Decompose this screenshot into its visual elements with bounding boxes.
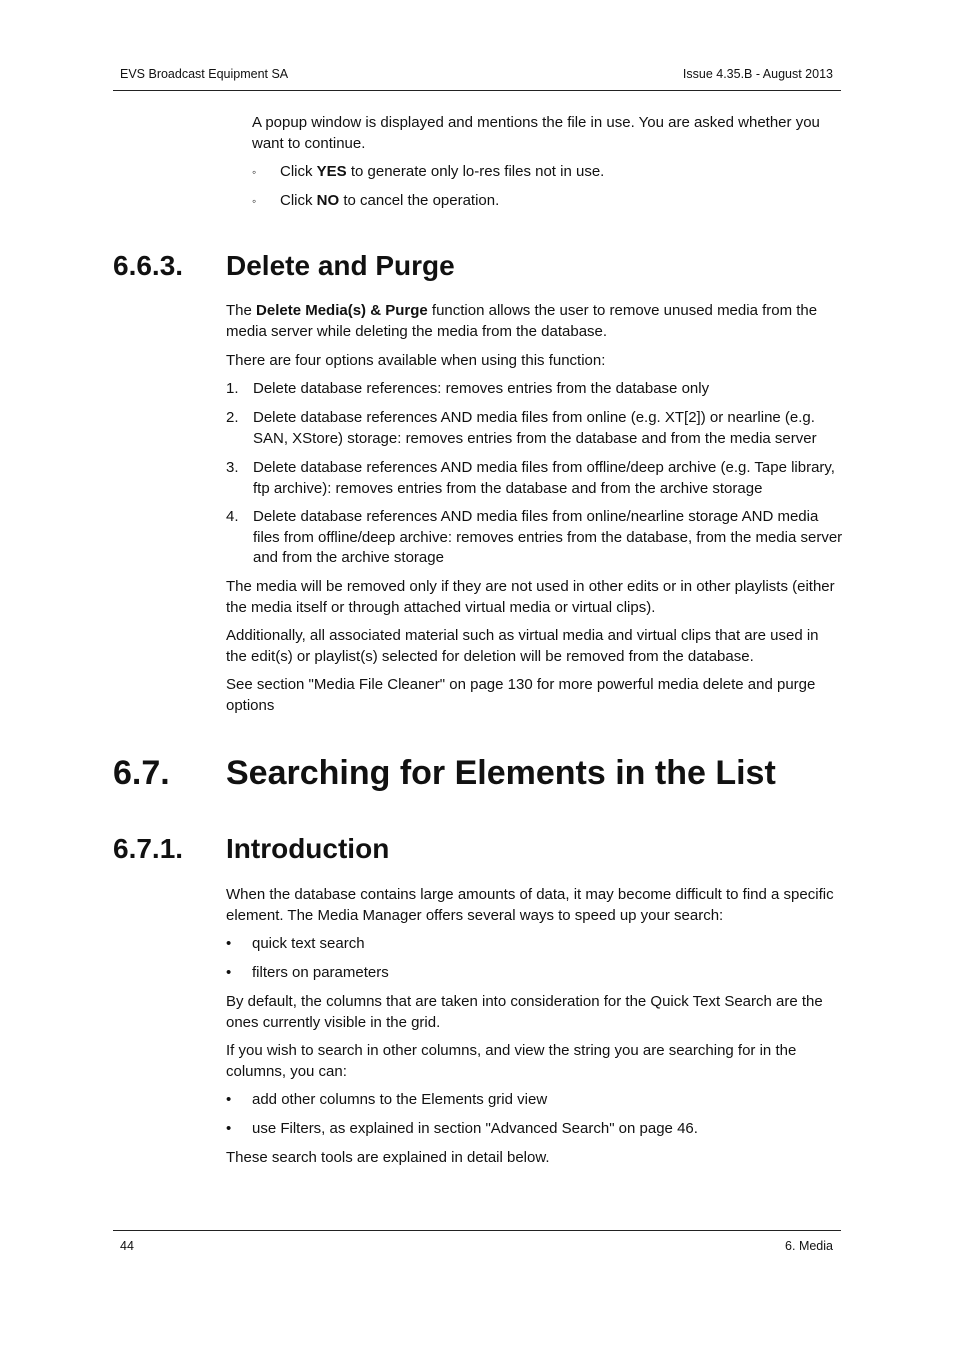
s671-p1: When the database contains large amounts of data, it may become difficult to find a specific element. The Media Manager offers several ways to speed up your search: — [226, 886, 834, 924]
bullet-mark: • — [226, 935, 232, 952]
bullet-mark: • — [226, 1091, 232, 1108]
s663-p2: There are four options available when using this function: — [226, 352, 606, 369]
bullet-mark: ◦ — [252, 165, 257, 179]
header-issue: Issue 4.35.B - August 2013 — [682, 67, 833, 81]
bullet-mark: • — [226, 1120, 232, 1137]
heading-title: Searching for Elements in the List — [226, 754, 776, 792]
heading-title: Delete and Purge — [226, 250, 455, 281]
heading-title: Introduction — [226, 833, 390, 864]
footer-rule — [113, 1230, 841, 1231]
footer-page-number: 44 — [120, 1239, 134, 1253]
no-label: NO — [316, 192, 340, 209]
document-page: EVS Broadcast Equipment SA Issue 4.35.B - August 2013 A popup window is displayed and mentions the file in use. You are asked whether you want to continue. ◦ Click YES to generate only lo-res files not in use. ◦ Click NO to cancel the operation. 6.6.3. Delete and Purge The Delete Media(s) & Purge function allows the user to remove unused media from the media server while deleting the media from the database. There are four options available when using this function: 1. Delete database references: removes entries from the database only 2. Delete database references AND media files from online (e.g. XT[2]) or nearline (e.g. SAN, XStore) storage: removes entries from the database and from the media server 3. Delete database references AND media files from offline/deep archive (e.g. Tape library, ftp archive): removes entries from the database and from the archive storage 4. Delete database references AND media files from online/nearline storage AND media files from offline/deep archive: removes entries from the database, from the media server and from the archive storage The media will be removed only if they are not used in other edits or in other playlists (either the media itself or through attached virtual media or virtual clips). Additionally, all associated material such as virtual media and virtual clips that are used in the edit(s) or playlist(s) selected for deletion will be removed from the database. See section "Media File Cleaner" on page 130 for more powerful media delete and purge options 6.7. Searching for Elements in the List 6.7.1. Introduction When the database contains large amounts of data, it may become difficult to find a specific element. The Media Manager offers several ways to speed up your search: • quick text search • filters on parameters By default, the columns that are taken into consideration for the Quick Text Search are the ones currently visible in the grid. If you wish to search in other columns, and view the string you are searching for in the columns, you can: • add other columns to the Elements grid view • use Filters, as explained in section "Advanced Search" on page 46. These search tools are explained in detail below. 44 6. Media — [0, 0, 954, 1350]
header-rule — [113, 90, 841, 91]
s663-p4: Additionally, all associated material such as virtual media and virtual clips that are used in the edit(s) or playlist(s) selected for deletion will be removed from the database. — [226, 627, 819, 665]
s671-p2: By default, the columns that are taken into consideration for the Quick Text Search are the ones currently visible in the grid. — [226, 993, 823, 1031]
popup-intro: A popup window is displayed and mentions the file in use. You are asked whether you want to continue. — [252, 114, 820, 152]
bullet-mark: ◦ — [252, 194, 257, 208]
s663-p1: The Delete Media(s) & Purge function allows the user to remove unused media from the media server while deleting the media from the database. — [226, 302, 818, 340]
heading-number: 6.6.3. — [113, 250, 184, 281]
heading-number: 6.7. — [113, 754, 170, 792]
yes-label: YES — [316, 163, 347, 180]
s663-p3: The media will be removed only if they are not used in other edits or in other playlists (either the media itself or through attached virtual media or virtual clips). — [226, 578, 835, 616]
s671-p3: If you wish to search in other columns, and view the string you are searching for in the columns, you can: — [226, 1042, 797, 1080]
s663-p5: See section "Media File Cleaner" on page 130 for more powerful media delete and purge options — [226, 676, 816, 714]
bullet-mark: • — [226, 964, 232, 981]
heading-number: 6.7.1. — [113, 833, 184, 864]
footer-chapter: 6. Media — [785, 1239, 833, 1253]
header-company: EVS Broadcast Equipment SA — [120, 67, 289, 81]
s671-p4: These search tools are explained in detail below. — [226, 1149, 550, 1166]
